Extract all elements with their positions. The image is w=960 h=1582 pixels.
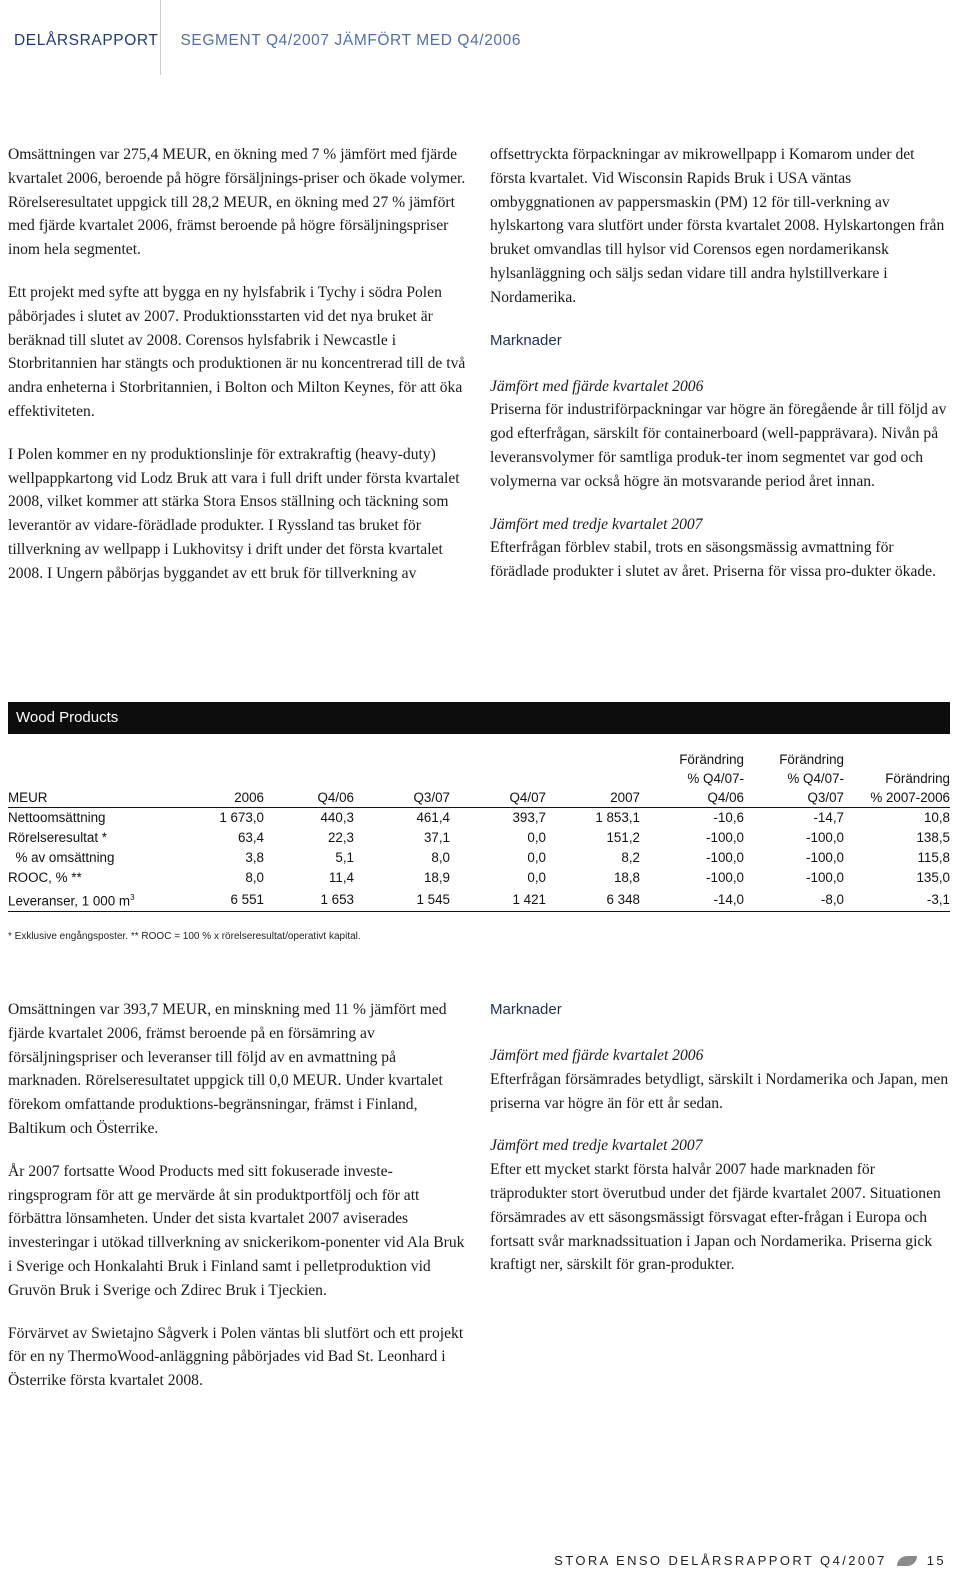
table-cell: -14,7: [813, 810, 844, 825]
table-row: [8, 888, 950, 912]
column-header: [744, 750, 844, 808]
table-cell: 115,8: [917, 850, 950, 865]
table-cell: 8,0: [431, 850, 450, 865]
leaf-icon: [897, 1556, 917, 1566]
column-header-line: Q4/06: [707, 790, 744, 805]
column-header: Q4/07: [509, 790, 546, 805]
column-header: [640, 750, 744, 808]
column-header: MEUR: [8, 790, 48, 805]
subheading: Jämfört med fjärde kvartalet 2006: [490, 377, 704, 395]
table-cell: 1 653: [320, 891, 354, 907]
table-cell: 440,3: [320, 810, 354, 825]
table-cell: 3,8: [245, 850, 264, 865]
table-cell: 22,3: [327, 830, 354, 845]
column-header-line: Förändring: [885, 771, 950, 786]
paragraph: Efterfrågan förblev stabil, trots en säsongsmässig avmattning för förädlade produkter i slutet av året. Priserna för vissa pro-dukter ökade.: [490, 539, 936, 581]
paragraph: Omsättningen var 275,4 MEUR, en ökning med 7 % jämfört med fjärde kvartalet 2006, beroende på högre försäljnings-priser och ökade volymer. Rörelseresultatet uppgick till 28,2 MEUR, en ökning med 27 % jämfört med fjärde kvartalet 2006, främst beroende på högre försäljningspriser inom hela segmentet.: [8, 146, 466, 259]
table-cell: -10,6: [713, 810, 744, 825]
row-label: Nettoomsättning: [8, 810, 106, 825]
table-cell: 0,0: [527, 870, 546, 885]
footer-report-name: STORA ENSO DELÅRSRAPPORT Q4/2007: [554, 1553, 887, 1568]
page-number: 15: [926, 1553, 946, 1568]
table-cell: 0,0: [527, 830, 546, 845]
row-label: ROOC, % **: [8, 870, 82, 885]
financial-table: [8, 750, 950, 912]
table-cell: 6 348: [606, 891, 640, 907]
row-label: Rörelseresultat *: [8, 830, 107, 845]
table-row: [8, 808, 950, 829]
table-cell: 6 551: [230, 891, 264, 907]
table-cell: 138,5: [916, 830, 950, 845]
table-cell: 135,0: [916, 870, 950, 885]
column-header: [844, 750, 950, 808]
table-row: [8, 848, 950, 868]
column-header-line: % Q4/07-: [787, 771, 844, 786]
table-cell: -100,0: [706, 830, 744, 845]
header-section: SEGMENT Q4/2007 JÄMFÖRT MED Q4/2006: [180, 32, 522, 49]
paragraph: Efter ett mycket starkt första halvår 2007 hade marknaden för träprodukter stort överutbud under det fjärde kvartalet 2007. Situationen försämrades av ett säsongsmässigt försvagat efter-frågan i Europa och fortsatt svår marknadssituation i Japan och Nordamerika. Priserna gick kraftigt ner, särskilt för gran-produkter.: [490, 1161, 941, 1274]
column-header-line: Förändring: [679, 752, 744, 767]
table-cell: 1 421: [512, 891, 546, 907]
table-row: [8, 868, 950, 888]
bottom-right-column: [490, 998, 950, 1277]
table-cell: -100,0: [806, 870, 844, 885]
table-cell: 8,0: [245, 870, 264, 885]
row-label: [8, 888, 138, 912]
paragraph: Efterfrågan försämrades betydligt, särskilt i Nordamerika och Japan, men priserna var högre än för ett år sedan.: [490, 1070, 949, 1112]
page-footer: [554, 1553, 946, 1568]
subheading: Jämfört med tredje kvartalet 2007: [490, 515, 703, 533]
table-cell: 5,1: [335, 850, 354, 865]
section-banner: Wood Products: [8, 702, 950, 734]
table-cell: 63,4: [237, 830, 264, 845]
table-footnote: * Exklusive engångsposter. ** ROOC = 100 % x rörelseresultat/operativt kapital.: [8, 931, 361, 942]
markets-heading: Marknader: [490, 331, 562, 349]
table-cell: -100,0: [706, 870, 744, 885]
table-cell: -3,1: [926, 891, 950, 907]
table-cell: 37,1: [423, 830, 450, 845]
table-cell: 10,8: [923, 810, 950, 825]
table-cell: -100,0: [806, 830, 844, 845]
table-row: [8, 828, 950, 848]
paragraph: År 2007 fortsatte Wood Products med sitt fokuserade investe-ringsprogram för att ge mervärde åt sin produktportfölj och för att förbättra lönsamheten. Under det sista kvartalet 2007 aviserades investeringar i utökad tillverkning av snickerikom-ponenter vid Ala Bruk i Sverige och Honkalahti Bruk i Finland samt i pelletproduktion vid Gruvön Bruk i Sverige och Zdirec Bruk i Tjeckien.: [8, 1162, 465, 1299]
table-cell: 8,2: [621, 850, 640, 865]
column-header-line: Förändring: [779, 752, 844, 767]
table-cell: 1 673,0: [219, 810, 264, 825]
table-cell: 1 853,1: [595, 810, 640, 825]
subheading: Jämfört med tredje kvartalet 2007: [490, 1137, 703, 1155]
table-cell: 151,2: [606, 830, 640, 845]
table-cell: -8,0: [820, 891, 844, 907]
top-left-column: [8, 143, 470, 586]
paragraph: I Polen kommer en ny produktionslinje för extrakraftig (heavy-duty) wellpappkartong vid Lodz Bruk att vara i full drift under första kvartalet 2008, vilket kommer att stärka Stora Ensos ställning och täckning som leverantör av vidare-förädlade produkter. I Ryssland tas bruket för tillverkning av wellpapp i Lukhovitsy i drift under det första kvartalet 2008. I Ungern påbörjas byggandet av ett bruk för tillverkning av: [8, 445, 460, 582]
table-cell: 18,8: [613, 870, 640, 885]
paragraph: Ett projekt med syfte att bygga en ny hylsfabrik i Tychy i södra Polen påbörjades i slutet av 2007. Produktionsstarten vid det nya bruket är beräknad till slutet av 2008. Corensos hylsfabrik i Newcastle i Storbritannien har stängts och produktionen är nu koncentrerad till de två andra enheterna i Storbritannien, i Bolton och Milton Keynes, för att öka effektiviteten.: [8, 283, 466, 420]
table-cell: 0,0: [527, 850, 546, 865]
column-header: Q3/07: [413, 790, 450, 805]
column-header-line: % 2007-2006: [870, 790, 950, 805]
table-cell: -14,0: [713, 891, 744, 907]
paragraph: Priserna för industriförpackningar var högre än föregående år till följd av god efterfrågan, särskilt för containerboard (well-papprävara). Nivån på leveransvolymer för samtliga produk-ter inom segmentet var god och volymerna var också högre än motsvarande period året innan.: [490, 401, 947, 490]
table-header-row: [8, 750, 950, 808]
top-right-column: [490, 143, 950, 584]
table-cell: 11,4: [328, 870, 354, 885]
column-header: 2007: [610, 790, 640, 805]
subheading: Jämfört med fjärde kvartalet 2006: [490, 1047, 704, 1064]
table-cell: 461,4: [416, 810, 450, 825]
column-header: Q4/06: [317, 790, 354, 805]
table-cell: -100,0: [706, 850, 744, 865]
page-header: [14, 32, 521, 50]
header-divider: [160, 0, 161, 75]
bottom-left-column: [8, 998, 470, 1393]
header-report-type: DELÅRSRAPPORT: [14, 32, 159, 49]
paragraph: Omsättningen var 393,7 MEUR, en minskning med 11 % jämfört med fjärde kvartalet 2006, främst beroende på en försämring av försäljningspriser och leveranser till följd av en avmattning på marknaden. Rörelseresultatet uppgick till 0,0 MEUR. Under kvartalet förekom omfattande produktions-begränsningar, främst i Finland, Baltikum och Österrike.: [8, 1001, 447, 1137]
paragraph: offsettryckta förpackningar av mikrowellpapp i Komarom under det första kvartalet. Vid Wisconsin Rapids Bruk i USA väntas ombyggnationen av pappersmaskin (PM) 12 för till-verkning av hylskartong vara slutfört under första kvartalet 2008. Hylskartongen från bruket omvandlas till hylsor vid Corensos egen nordamerikansk hylsanläggning och säljs sedan vidare till andra hylstillverkare i Nordamerika.: [490, 146, 945, 306]
superscript: 3: [130, 893, 135, 902]
table-cell: -100,0: [806, 850, 844, 865]
table-cell: 18,9: [423, 870, 450, 885]
column-header-line: Q3/07: [807, 790, 844, 805]
row-label: % av omsättning: [8, 850, 115, 865]
column-header-line: % Q4/07-: [687, 771, 744, 786]
paragraph: Förvärvet av Swietajno Sågverk i Polen väntas bli slutfört och ett projekt för en ny ThermoWood-anläggning påbörjades vid Bad St. Leonhard i Österrike första kvartalet 2008.: [8, 1324, 464, 1390]
table-cell: 393,7: [512, 810, 546, 825]
markets-heading: Marknader: [490, 1001, 562, 1018]
column-header: 2006: [234, 790, 264, 805]
row-label-text: Leveranser, 1 000 m: [8, 893, 131, 909]
table-cell: 1 545: [416, 891, 450, 907]
